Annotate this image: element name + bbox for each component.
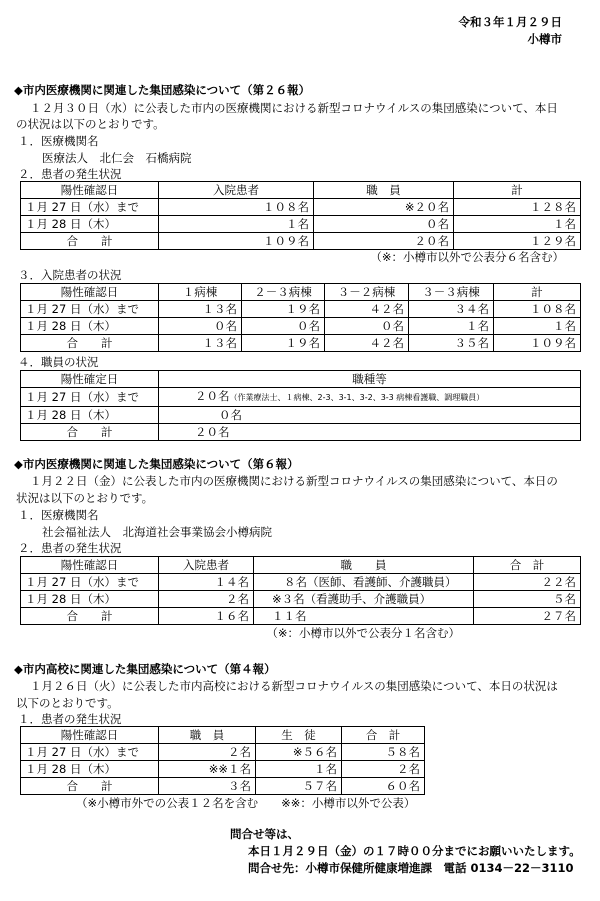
- table-header: 入院患者: [159, 557, 254, 574]
- section2-heading-patients: ２．患者の発生状況: [18, 541, 122, 555]
- section3-intro-line2: 以下のとおりです。: [16, 696, 119, 710]
- table-header: 職 員: [254, 557, 474, 574]
- section2-title: ◆市内医療機関に関連した集団感染について（第６報）: [14, 457, 299, 471]
- table-cell: ０名: [325, 318, 409, 335]
- section1-intro-line2: の状況は以下のとおりです。: [16, 117, 165, 131]
- section1-heading-facility: １．医療機関名: [18, 134, 99, 148]
- table-header: 陽性確認日: [21, 182, 159, 199]
- table-cell: １月 27 日（水）まで: [21, 744, 159, 761]
- table-cell: １３名: [159, 301, 242, 318]
- table-cell: ３名: [159, 778, 256, 795]
- section2-heading-facility: １．医療機関名: [18, 508, 99, 522]
- table-row: [21, 424, 581, 441]
- table-cell: １名: [494, 318, 581, 335]
- section2-intro-line1: １月２２日（金）に公表した市内の医療機関における新型コロナウイルスの集団感染について、本日の: [30, 474, 558, 488]
- table-cell: ５名: [474, 591, 581, 608]
- table-cell: ２７名: [474, 608, 581, 625]
- table-cell: １月 27 日（水）まで: [21, 574, 159, 591]
- table-row: [21, 608, 581, 625]
- table-cell: １月 28 日（木）: [21, 407, 159, 424]
- table-row: [21, 233, 581, 250]
- table-header: 計: [494, 284, 581, 301]
- table-cell: ２０名: [159, 424, 581, 441]
- table-row: [21, 216, 581, 233]
- section1-staff-table: [20, 370, 581, 441]
- table-header: 職 員: [314, 182, 454, 199]
- contact-intro: 問合せ等は、: [230, 827, 299, 841]
- section1-intro-line1: １２月３０日（水）に公表した市内の医療機関における新型コロナウイルスの集団感染について、本日: [30, 101, 558, 115]
- section2-note: （※：小樽市以外で公表分１名含む）: [266, 626, 460, 640]
- table-cell: ２名: [159, 591, 254, 608]
- section2-intro-line2: 状況は以下のとおりです。: [16, 491, 154, 505]
- contact-deadline: 本日１月２９日（金）の１７時００分までにお願いいたします。: [248, 844, 581, 858]
- table-cell: ０名: [159, 318, 242, 335]
- table-cell: ０名: [314, 216, 454, 233]
- table-cell: １０９名: [494, 335, 581, 352]
- table-header: 計: [454, 182, 581, 199]
- table-cell: １名: [409, 318, 494, 335]
- table-cell: １月 27 日（水）まで: [21, 388, 159, 407]
- table-cell: １２８名: [454, 199, 581, 216]
- section3-heading-patients: １．患者の発生状況: [18, 712, 122, 726]
- table-header: 合 計: [474, 557, 581, 574]
- table-cell: １３名: [159, 335, 242, 352]
- section2-patients-table: [20, 556, 581, 625]
- section1-title: ◆市内医療機関に関連した集団感染について（第２６報）: [14, 83, 311, 97]
- table-header: 職種等: [159, 371, 581, 388]
- table-row: [21, 407, 581, 424]
- section3-patients-table: [20, 726, 425, 795]
- table-row: [21, 591, 581, 608]
- table-cell: １９名: [242, 335, 325, 352]
- section1-note: （※：小樽市以外で公表分６名含む）: [370, 250, 564, 264]
- table-row: [21, 744, 425, 761]
- staff-detail: （作業療法士、１病棟、2-3、3-1、3-2、3-3 病棟看護職、調理職員）: [229, 393, 485, 402]
- table-header: 職 員: [159, 727, 256, 744]
- table-cell: ６０名: [342, 778, 425, 795]
- table-header: 陽性確認日: [21, 557, 159, 574]
- table-cell: １６名: [159, 608, 254, 625]
- table-cell: ３４名: [409, 301, 494, 318]
- table-cell: ２２名: [474, 574, 581, 591]
- table-cell: ２名: [159, 744, 256, 761]
- section1-heading-wards: ３．入院患者の状況: [18, 268, 122, 282]
- section1-heading-staff: ４．職員の状況: [18, 355, 99, 369]
- table-row: [21, 199, 581, 216]
- table-row: [21, 335, 581, 352]
- table-cell: ８名（医師、看護師、介護職員）: [254, 574, 474, 591]
- table-cell: 合 計: [21, 424, 159, 441]
- table-cell: １０８名: [159, 199, 314, 216]
- table-cell: ※※１名: [159, 761, 256, 778]
- table-cell: 合 計: [21, 233, 159, 250]
- table-cell: 合 計: [21, 608, 159, 625]
- issuer-city: 小樽市: [527, 32, 562, 46]
- table-cell: ３５名: [409, 335, 494, 352]
- report-date: 令和３年１月２９日: [458, 15, 562, 29]
- table-row: [21, 761, 425, 778]
- table-cell: １０８名: [494, 301, 581, 318]
- table-row: [21, 318, 581, 335]
- table-header: 陽性確認日: [21, 727, 159, 744]
- section3-title: ◆市内高校に関連した集団感染について（第４報）: [14, 662, 276, 676]
- table-header: １病棟: [159, 284, 242, 301]
- table-header: 入院患者: [159, 182, 314, 199]
- table-header: 陽性確定日: [21, 371, 159, 388]
- contact-info: 問合せ先：小樽市保健所健康増進課 電話 0134－22－3110: [248, 861, 574, 875]
- table-cell: １２９名: [454, 233, 581, 250]
- table-cell: ２名: [342, 761, 425, 778]
- table-cell: ４２名: [325, 301, 409, 318]
- table-cell: ０名: [159, 407, 581, 424]
- table-cell: １０９名: [159, 233, 314, 250]
- table-cell: １名: [159, 216, 314, 233]
- table-cell: １名: [256, 761, 342, 778]
- table-cell: １名: [454, 216, 581, 233]
- table-cell: 合 計: [21, 335, 159, 352]
- table-cell: ※５６名: [256, 744, 342, 761]
- table-cell: [159, 388, 581, 407]
- table-header: 生 徒: [256, 727, 342, 744]
- table-cell: ５８名: [342, 744, 425, 761]
- table-cell: ５７名: [256, 778, 342, 795]
- section1-wards-table: [20, 283, 581, 352]
- section1-facility-name: 医療法人 北仁会 石橋病院: [42, 151, 192, 165]
- table-cell: １９名: [242, 301, 325, 318]
- table-row: [21, 301, 581, 318]
- table-cell: １月 28 日（木）: [21, 591, 159, 608]
- table-cell: ０名: [242, 318, 325, 335]
- table-cell: １４名: [159, 574, 254, 591]
- staff-count: ２０名: [195, 389, 230, 403]
- table-row: [21, 574, 581, 591]
- table-header: ２－３病棟: [242, 284, 325, 301]
- table-row: [21, 388, 581, 407]
- table-header: ３－３病棟: [409, 284, 494, 301]
- section1-patients-table: [20, 181, 581, 250]
- table-cell: １月 27 日（水）まで: [21, 199, 159, 216]
- table-cell: ４２名: [325, 335, 409, 352]
- table-cell: ２０名: [314, 233, 454, 250]
- table-cell: ※３名（看護助手、介護職員）: [254, 591, 474, 608]
- table-cell: １月 27 日（水）まで: [21, 301, 159, 318]
- table-cell: １月 28 日（木）: [21, 318, 159, 335]
- section3-note: （※小樽市外での公表１２名を含む ※※：小樽市以外で公表）: [76, 796, 416, 810]
- table-header: 陽性確認日: [21, 284, 159, 301]
- table-cell: １１名: [254, 608, 474, 625]
- table-row: [21, 778, 425, 795]
- table-cell: １月 28 日（木）: [21, 761, 159, 778]
- table-header: ３－２病棟: [325, 284, 409, 301]
- section3-intro-line1: １月２６日（火）に公表した市内高校における新型コロナウイルスの集団感染について、本日の状況は: [30, 679, 558, 693]
- table-cell: 合 計: [21, 778, 159, 795]
- section1-heading-patients: ２．患者の発生状況: [18, 167, 122, 181]
- table-cell: １月 28 日（木）: [21, 216, 159, 233]
- section2-facility-name: 社会福祉法人 北海道社会事業協会小樽病院: [42, 525, 272, 539]
- table-header: 合 計: [342, 727, 425, 744]
- table-cell: ※２０名: [314, 199, 454, 216]
